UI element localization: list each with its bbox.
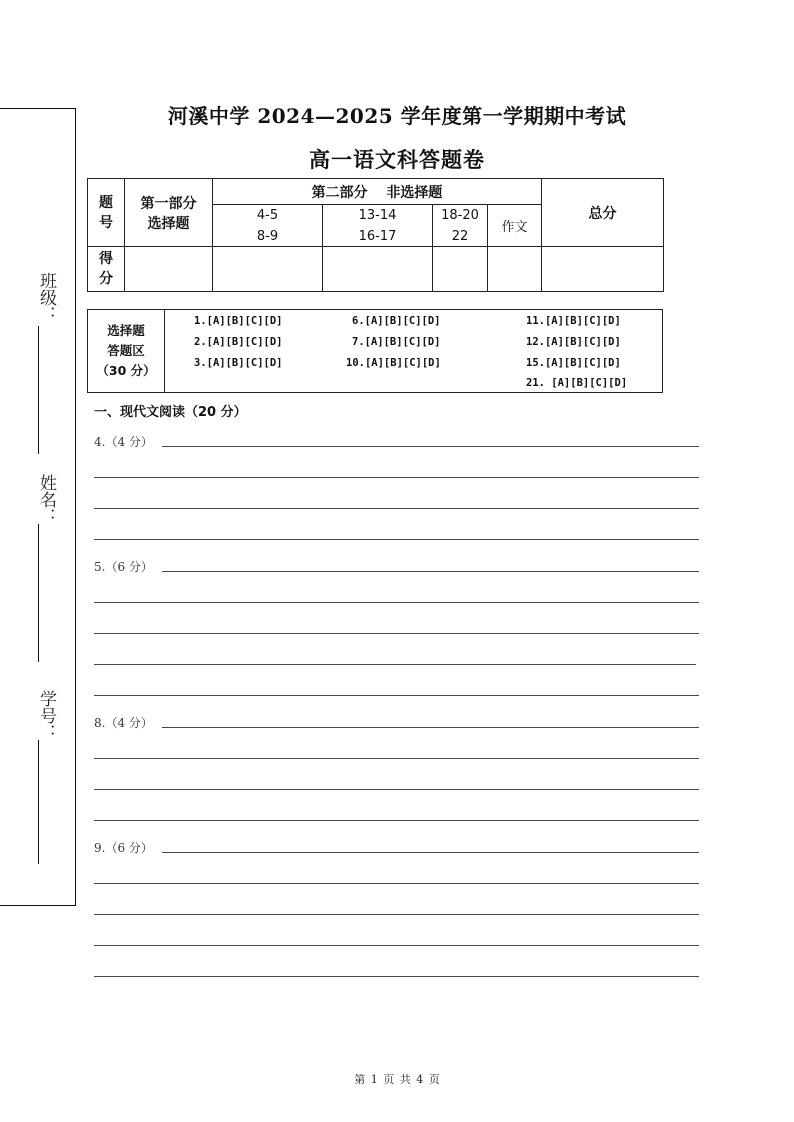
mcq-item[interactable]: 15.[A][B][C][D]	[526, 357, 621, 369]
answer-line[interactable]	[94, 602, 699, 603]
answer-line[interactable]	[162, 446, 699, 447]
score-table	[87, 178, 664, 292]
answer-line[interactable]	[94, 820, 699, 821]
answer-line[interactable]	[94, 695, 699, 696]
answer-line[interactable]	[94, 914, 699, 915]
q-range-cell: 4-5 8-9	[213, 205, 323, 247]
mcq-item[interactable]: 1.[A][B][C][D]	[194, 315, 283, 327]
answer-line[interactable]	[94, 477, 699, 478]
answer-line[interactable]	[94, 664, 696, 665]
answer-line[interactable]	[94, 789, 699, 790]
score-cell[interactable]	[125, 247, 213, 292]
question-label: 9.（6 分）	[94, 841, 153, 855]
answer-line[interactable]	[94, 508, 699, 509]
question-label: 5.（6 分）	[94, 560, 153, 574]
answer-line[interactable]	[94, 883, 699, 884]
answer-line[interactable]	[94, 945, 699, 946]
section-heading: 一、现代文阅读（20 分）	[94, 405, 247, 420]
mcq-label: 选择题 答题区 （30 分）	[88, 310, 165, 392]
answer-line[interactable]	[94, 758, 699, 759]
total-header: 总分	[542, 179, 664, 247]
answer-sheet-title: 高一语文科答题卷	[309, 147, 485, 172]
mcq-item[interactable]: 10.[A][B][C][D]	[346, 357, 441, 369]
q-range-cell: 18-20 22	[433, 205, 488, 247]
mcq-item[interactable]: 7.[A][B][C][D]	[352, 336, 441, 348]
class-write-line	[38, 326, 39, 454]
mcq-item[interactable]: 3.[A][B][C][D]	[194, 357, 283, 369]
essay-header: 作文	[488, 205, 542, 247]
mcq-item[interactable]: 12.[A][B][C][D]	[526, 336, 621, 348]
class-label: 班级：	[36, 272, 56, 323]
name-label: 姓名：	[36, 474, 56, 525]
answer-line[interactable]	[94, 539, 699, 540]
mcq-answer-area	[87, 309, 663, 393]
question-label: 4.（4 分）	[94, 435, 153, 449]
question-number-header: 题号	[88, 179, 125, 247]
answer-line[interactable]	[162, 852, 699, 853]
score-cell[interactable]	[323, 247, 433, 292]
answer-line[interactable]	[94, 976, 699, 977]
page-number: 第 1 页 共 4 页	[354, 1073, 440, 1086]
part1-header: 第一部分 选择题	[125, 179, 213, 247]
mcq-item[interactable]: 2.[A][B][C][D]	[194, 336, 283, 348]
score-row-header: 得分	[88, 247, 125, 292]
part2-header: 第二部分 非选择题	[213, 179, 542, 205]
q-range-cell: 13-14 16-17	[323, 205, 433, 247]
exam-title: 河溪中学 2024—2025 学年度第一学期期中考试	[167, 104, 627, 128]
score-cell[interactable]	[213, 247, 323, 292]
name-write-line	[38, 524, 39, 662]
mcq-item[interactable]: 21. [A][B][C][D]	[526, 377, 628, 389]
answer-line[interactable]	[162, 727, 699, 728]
score-cell[interactable]	[488, 247, 542, 292]
question-label: 8.（4 分）	[94, 716, 153, 730]
number-label: 学号：	[36, 690, 56, 741]
total-score-cell[interactable]	[542, 247, 664, 292]
number-write-line	[38, 740, 39, 864]
mcq-item[interactable]: 11.[A][B][C][D]	[526, 315, 621, 327]
answer-line[interactable]	[162, 571, 699, 572]
answer-line[interactable]	[94, 633, 699, 634]
mcq-item[interactable]: 6.[A][B][C][D]	[352, 315, 441, 327]
score-cell[interactable]	[433, 247, 488, 292]
